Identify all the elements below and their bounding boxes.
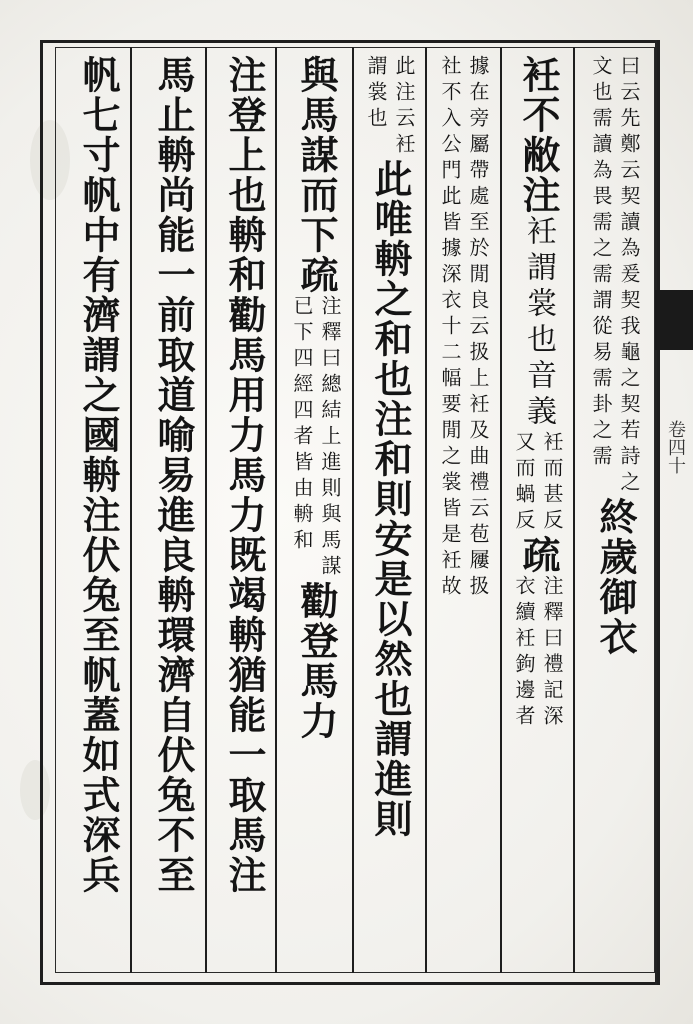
main-text: 此唯輈之和也注和則安是以然也謂進則 (368, 159, 413, 839)
annotation-pair (438, 55, 490, 601)
annotation-text: 曰云先鄭云契讀為爰契我龜之契若詩之 (617, 55, 641, 497)
main-text: 終歲御衣 (593, 497, 638, 657)
text-column-6 (430, 55, 498, 965)
mid-text: 衽謂裳也音義 (521, 215, 556, 431)
column-rule (425, 47, 427, 973)
text-column-3 (214, 55, 274, 965)
fishtail-mark (655, 290, 693, 350)
annotation-text: 注釋曰禮記深 (540, 575, 564, 731)
column-rule (352, 47, 354, 973)
text-column-7 (505, 55, 571, 965)
annotation-text: 社不入公門此皆據深衣十二幅要閒之裳皆是衽故 (438, 55, 462, 601)
text-column-8 (578, 55, 652, 965)
text-column-5 (358, 55, 422, 965)
annotation-text: 又而蝸反 (512, 431, 536, 535)
main-text: 馬止輈尚能一前取道喻易進良輈環濟自伏兔不至 (151, 55, 196, 895)
main-text: 疏 (516, 535, 561, 575)
annotation-text: 衣續衽鉤邊者 (512, 575, 536, 731)
main-text: 帆七寸帆中有濟謂之國輈注伏兔至帆蓋如式深兵 (76, 55, 121, 895)
column-rule (500, 47, 502, 973)
annotation-pair (290, 295, 342, 581)
main-text: 注登上也輈和勸馬用力馬力既竭輈猶能一取馬注 (222, 55, 267, 895)
main-text: 與馬謀而下疏 (294, 55, 339, 295)
annotation-text: 此注云衽 (392, 55, 416, 159)
column-rule (573, 47, 575, 973)
main-text: 衽不敝注 (516, 55, 561, 215)
annotation-text: 注釋曰總結上進則與馬謀 (318, 295, 342, 581)
annotation-text: 據在旁屬帶處至於閒良云扱上衽及曲禮云苞屨扱 (466, 55, 490, 601)
annotation-pair (512, 431, 564, 535)
annotation-pair (512, 575, 564, 731)
annotation-pair (589, 55, 641, 497)
right-edge-band (655, 40, 693, 985)
column-rule (275, 47, 277, 973)
column-rule (130, 47, 132, 973)
annotation-pair (364, 55, 416, 159)
margin-label: 卷四十 (665, 420, 686, 474)
main-text: 勸登馬力 (294, 581, 339, 741)
annotation-text: 文也需讀為畏需之需謂從易需卦之需 (589, 55, 613, 471)
annotation-text: 已下四經四者皆由輈和 (290, 295, 314, 555)
text-column-1 (68, 55, 128, 965)
annotation-text: 謂裳也 (364, 55, 388, 133)
text-column-4 (283, 55, 349, 965)
column-rule (205, 47, 207, 973)
text-column-2 (143, 55, 203, 965)
annotation-text: 衽而甚反 (540, 431, 564, 535)
